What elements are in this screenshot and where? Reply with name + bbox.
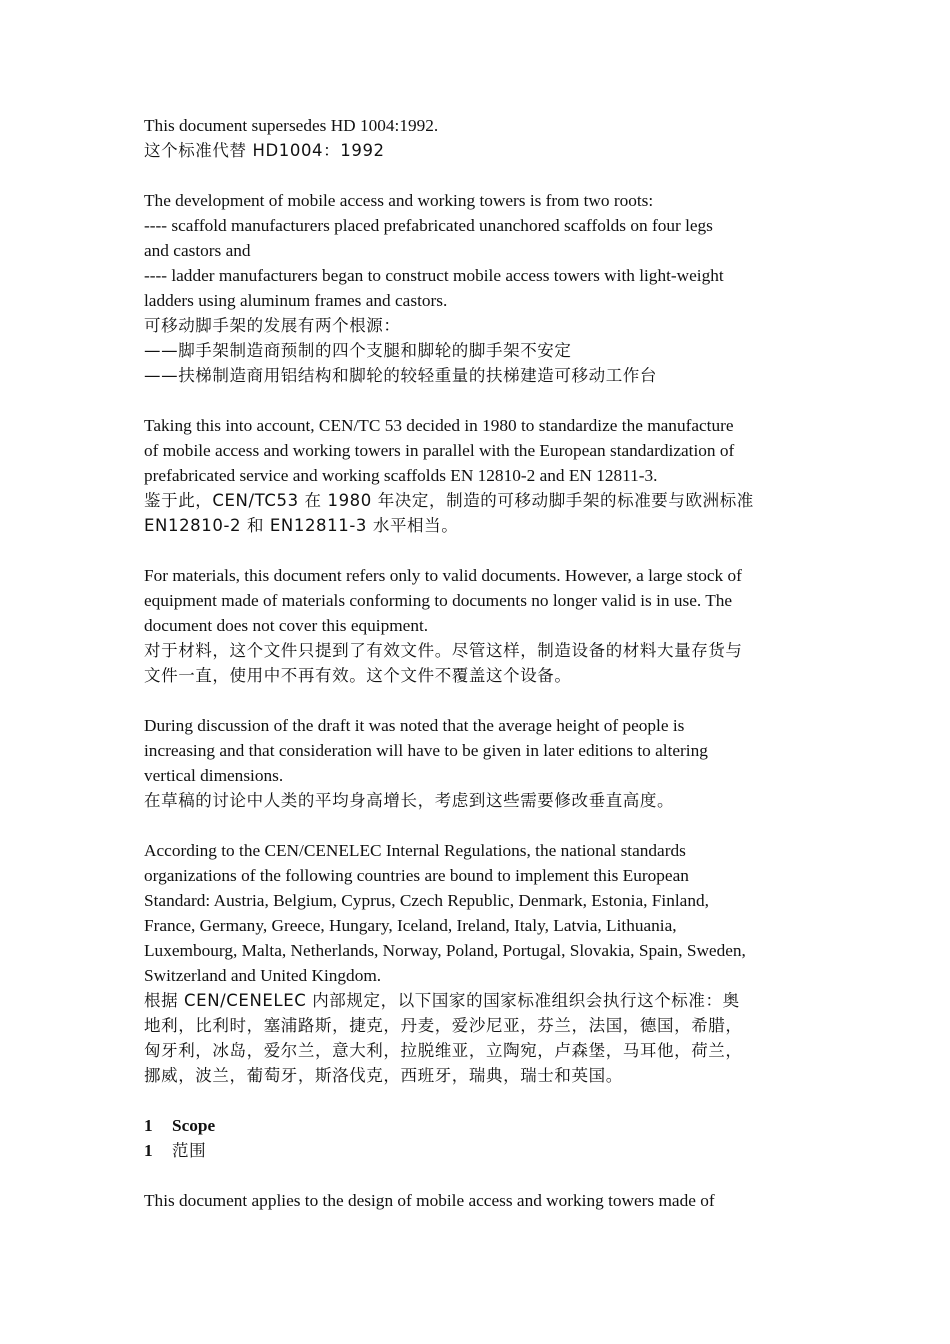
text-line-cn: 这个标准代替 HD1004：1992 — [144, 141, 385, 160]
text-line-en: ---- scaffold manufacturers placed prefabricated unanchored scaffolds on four legs — [144, 216, 713, 235]
text-line-en: For materials, this document refers only to valid documents. However, a large stock of — [144, 566, 742, 585]
text-line-en: Luxembourg, Malta, Netherlands, Norway, Poland, Portugal, Slovakia, Spain, Sweden, — [144, 941, 746, 960]
text-line-cn: 匈牙利，冰岛，爱尔兰，意大利，拉脱维亚，立陶宛，卢森堡，马耳他，荷兰， — [144, 1041, 743, 1060]
text-line-cn: 在草稿的讨论中人类的平均身高增长，考虑到这些需要修改垂直高度。 — [144, 791, 675, 810]
paragraph-draft-discussion — [144, 713, 816, 813]
text-line-cn: 鉴于此，CEN/TC53 在 1980 年决定，制造的可移动脚手架的标准要与欧洲标准 — [144, 491, 754, 510]
text-line-en: equipment made of materials conforming to documents no longer valid is in use. The — [144, 591, 733, 610]
paragraph-cen-tc53 — [144, 413, 816, 538]
paragraph-gap — [144, 1163, 816, 1188]
paragraph-gap — [144, 688, 816, 713]
section-title-cn: 范围 — [172, 1141, 207, 1160]
document-page — [144, 113, 816, 1213]
text-line-en: According to the CEN/CENELEC Internal Regulations, the national standards — [144, 841, 686, 860]
section-number: 1 — [144, 1141, 153, 1160]
paragraph-gap — [144, 813, 816, 838]
text-line-en: organizations of the following countries are bound to implement this European — [144, 866, 689, 885]
paragraph-materials — [144, 563, 816, 688]
text-line-cn: 文件一直，使用中不再有效。这个文件不覆盖这个设备。 — [144, 666, 572, 685]
paragraph-gap — [144, 538, 816, 563]
text-line-en: document does not cover this equipment. — [144, 616, 429, 635]
text-line-cn: EN12810-2 和 EN12811-3 水平相当。 — [144, 516, 459, 535]
text-line-en: ---- ladder manufacturers began to construct mobile access towers with light-weight — [144, 266, 724, 285]
text-line-en: This document supersedes HD 1004:1992. — [144, 116, 439, 135]
text-line-cn: 地利，比利时，塞浦路斯，捷克，丹麦，爱沙尼亚，芬兰，法国，德国，希腊， — [144, 1016, 743, 1035]
text-line-cn: ——扶梯制造商用铝结构和脚轮的较轻重量的扶梯建造可移动工作台 — [144, 366, 657, 385]
text-line-cn: ——脚手架制造商预制的四个支腿和脚轮的脚手架不安定 — [144, 341, 572, 360]
text-line-cn: 对于材料，这个文件只提到了有效文件。尽管这样，制造设备的材料大量存货与 — [144, 641, 743, 660]
text-line-cn: 根据 CEN/CENELEC 内部规定，以下国家的国家标准组织会执行这个标准：奥 — [144, 991, 740, 1010]
section-title-en: Scope — [172, 1116, 216, 1135]
text-line-en: France, Germany, Greece, Hungary, Iceland, Ireland, Italy, Latvia, Lithuania, — [144, 916, 677, 935]
text-line-en: and castors and — [144, 241, 251, 260]
paragraph-development — [144, 188, 816, 388]
text-line-en: of mobile access and working towers in parallel with the European standardization of — [144, 441, 735, 460]
paragraph-gap — [144, 1088, 816, 1113]
paragraph-gap — [144, 388, 816, 413]
section-heading-cn — [144, 1138, 816, 1163]
text-line-en: During discussion of the draft it was noted that the average height of people is — [144, 716, 685, 735]
section-number: 1 — [144, 1116, 153, 1135]
text-line-en: prefabricated service and working scaffolds EN 12810-2 and EN 12811-3. — [144, 466, 658, 485]
text-line-en: This document applies to the design of mobile access and working towers made of — [144, 1191, 715, 1210]
text-line-cn: 可移动脚手架的发展有两个根源： — [144, 316, 401, 335]
text-line-en: vertical dimensions. — [144, 766, 284, 785]
text-line-en: Switzerland and United Kingdom. — [144, 966, 382, 985]
text-line-cn: 挪威，波兰，葡萄牙，斯洛伐克，西班牙，瑞典，瑞士和英国。 — [144, 1066, 623, 1085]
text-line-en: increasing and that consideration will have to be given in later editions to altering — [144, 741, 708, 760]
section-heading-scope — [144, 1113, 816, 1163]
text-line-en: Standard: Austria, Belgium, Cyprus, Czech Republic, Denmark, Estonia, Finland, — [144, 891, 709, 910]
paragraph-regulations — [144, 838, 816, 1088]
paragraph-gap — [144, 163, 816, 188]
text-line-en: ladders using aluminum frames and castors. — [144, 291, 448, 310]
section-heading-en — [144, 1113, 816, 1138]
text-line-en: The development of mobile access and working towers is from two roots: — [144, 191, 654, 210]
paragraph-supersedes — [144, 113, 816, 163]
text-line-en: Taking this into account, CEN/TC 53 decided in 1980 to standardize the manufacture — [144, 416, 734, 435]
